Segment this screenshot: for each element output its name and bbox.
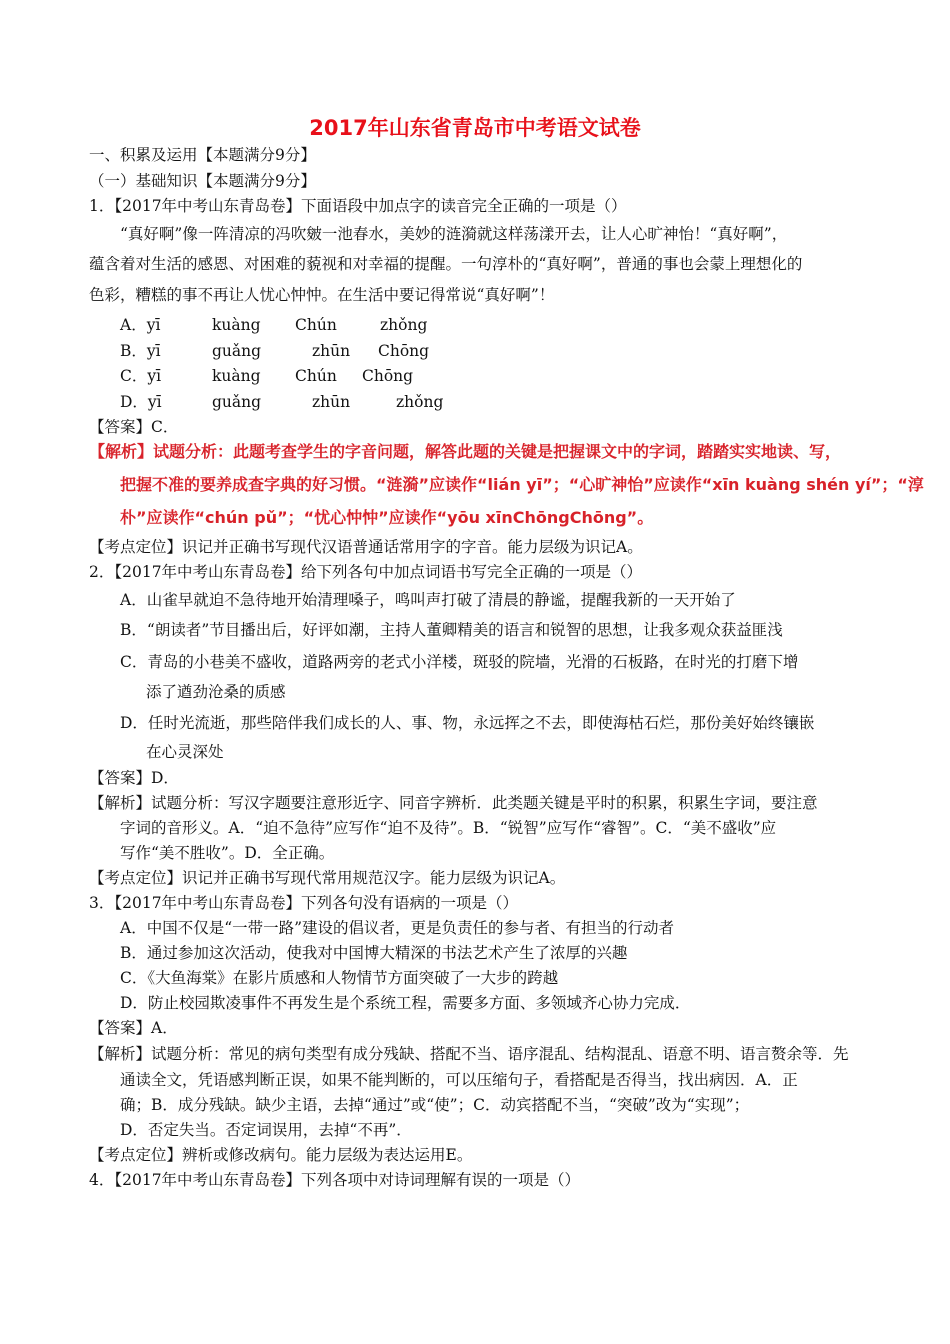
q1-answer: 【答案】C．	[89, 418, 179, 436]
q1-option-b: B．yī guǎng zhūn Chōng	[120, 342, 430, 360]
q2-option-c: C．青岛的小巷美不盛收，道路两旁的老式小洋楼，斑驳的院墙，光滑的石板路，在时光的打磨下增	[120, 653, 799, 671]
q1-analysis-line: 【解析】试题分析：此题考查学生的字音问题，解答此题的关键是把握课文中的字词，踏踏实实地读、写，	[89, 442, 842, 461]
q3-analysis-line: 确；B．成分残缺。缺少主语，去掉“通过”或“使”；C．动宾搭配不当，“突破”改为“实现”；	[120, 1096, 750, 1114]
q2-option-d: D．任时光流逝，那些陪伴我们成长的人、事、物，永远挥之不去，即使海枯石烂，那份美好始终镶嵌	[120, 714, 815, 732]
page-title: 2017年山东省青岛市中考语文试卷	[309, 116, 641, 140]
q2-answer: 【答案】D．	[89, 769, 179, 787]
q1-passage-line: 蕴含着对生活的感恩、对困难的藐视和对幸福的提醒。一句淳朴的“真好啊”，普通的事也会蒙上理想化的	[89, 255, 803, 273]
q1-option-a: A．yī kuàng Chún zhǒng	[120, 316, 428, 334]
q2-point: 【考点定位】识记并正确书写现代常用规范汉字。能力层级为识记A。	[89, 869, 566, 887]
q3-answer: 【答案】A．	[89, 1019, 178, 1037]
q3-option-b: B．通过参加这次活动，使我对中国博大精深的书法艺术产生了浓厚的兴趣	[120, 944, 628, 962]
q2-analysis-line: 写作“美不胜收”。D．全正确。	[120, 844, 335, 862]
q3-option-a: A．中国不仅是“一带一路”建设的倡议者，更是负责任的参与者、有担当的行动者	[120, 919, 675, 937]
q2-option-d-cont: 在心灵深处	[146, 743, 224, 761]
q3-analysis-line: D．否定失当。否定词误用，去掉“不再”．	[120, 1121, 412, 1139]
question-2-stem: 2．【2017年中考山东青岛卷】给下列各句中加点词语书写完全正确的一项是（）	[89, 563, 643, 581]
q1-analysis-line: 朴”应读作“chún pǔ”；“忧心忡忡”应读作“yōu xīnChōngChōng”。	[120, 508, 654, 527]
q1-analysis-line: 把握不准的要养成查字典的好习惯。“涟漪”应读作“lián yī”；“心旷神怡”应读作“xīn kuàng shén yí”；“淳	[120, 475, 924, 494]
q2-option-a: A．山雀早就迫不急待地开始清理嗓子，鸣叫声打破了清晨的静谧，提醒我新的一天开始了	[120, 591, 736, 609]
q3-analysis-line: 通读全文，凭语感判断正误，如果不能判断的，可以压缩句子，看搭配是否得当，找出病因．A．正	[120, 1071, 798, 1089]
q1-option-c: C．yī kuàng Chún Chōng	[120, 367, 414, 385]
q2-analysis-line: 字词的音形义。A．“迫不急待”应写作“迫不及待”。B．“锐智”应写作“睿智”。C．“美不盛收”应	[120, 819, 777, 837]
q3-option-d: D．防止校园欺凌事件不再发生是个系统工程，需要多方面、多领域齐心协力完成．	[120, 994, 691, 1012]
question-1-stem: 1．【2017年中考山东青岛卷】下面语段中加点字的读音完全正确的一项是（）	[89, 197, 627, 215]
q1-point: 【考点定位】识记并正确书写现代汉语普通话常用字的字音。能力层级为识记A。	[89, 538, 643, 556]
q2-option-b: B．“朗读者”节目播出后，好评如潮，主持人董卿精美的语言和锐智的思想，让我多观众获益匪浅	[120, 621, 783, 639]
q2-option-c-cont: 添了遒劲沧桑的质感	[146, 683, 286, 701]
question-3-stem: 3．【2017年中考山东青岛卷】下列各句没有语病的一项是（）	[89, 894, 519, 912]
q2-analysis-line: 【解析】试题分析：写汉字题要注意形近字、同音字辨析．此类题关键是平时的积累，积累生字词，要注意	[89, 794, 818, 812]
subsection-heading: （一）基础知识【本题满分9分】	[89, 172, 316, 190]
question-4-stem: 4．【2017年中考山东青岛卷】下列各项中对诗词理解有误的一项是（）	[89, 1171, 581, 1189]
q3-option-c: C．《大鱼海棠》在影片质感和人物情节方面突破了一大步的跨越	[120, 969, 559, 987]
q3-point: 【考点定位】辨析或修改病句。能力层级为表达运用E。	[89, 1146, 473, 1164]
q1-passage-line: “真好啊”像一阵清凉的冯吹皴一池春水，美妙的涟漪就这样荡漾开去，让人心旷神怡！“真好啊”，	[120, 225, 788, 243]
q1-passage-line: 色彩，糟糕的事不再让人忧心忡忡。在生活中要记得常说“真好啊”！	[89, 286, 555, 304]
section-heading: 一、积累及运用【本题满分9分】	[89, 146, 316, 164]
q3-analysis-line: 【解析】试题分析：常见的病句类型有成分残缺、搭配不当、语序混乱、结构混乱、语意不明、语言赘余等．先	[89, 1045, 849, 1063]
q1-option-d: D．yī guǎng zhūn zhǒng	[120, 393, 444, 411]
